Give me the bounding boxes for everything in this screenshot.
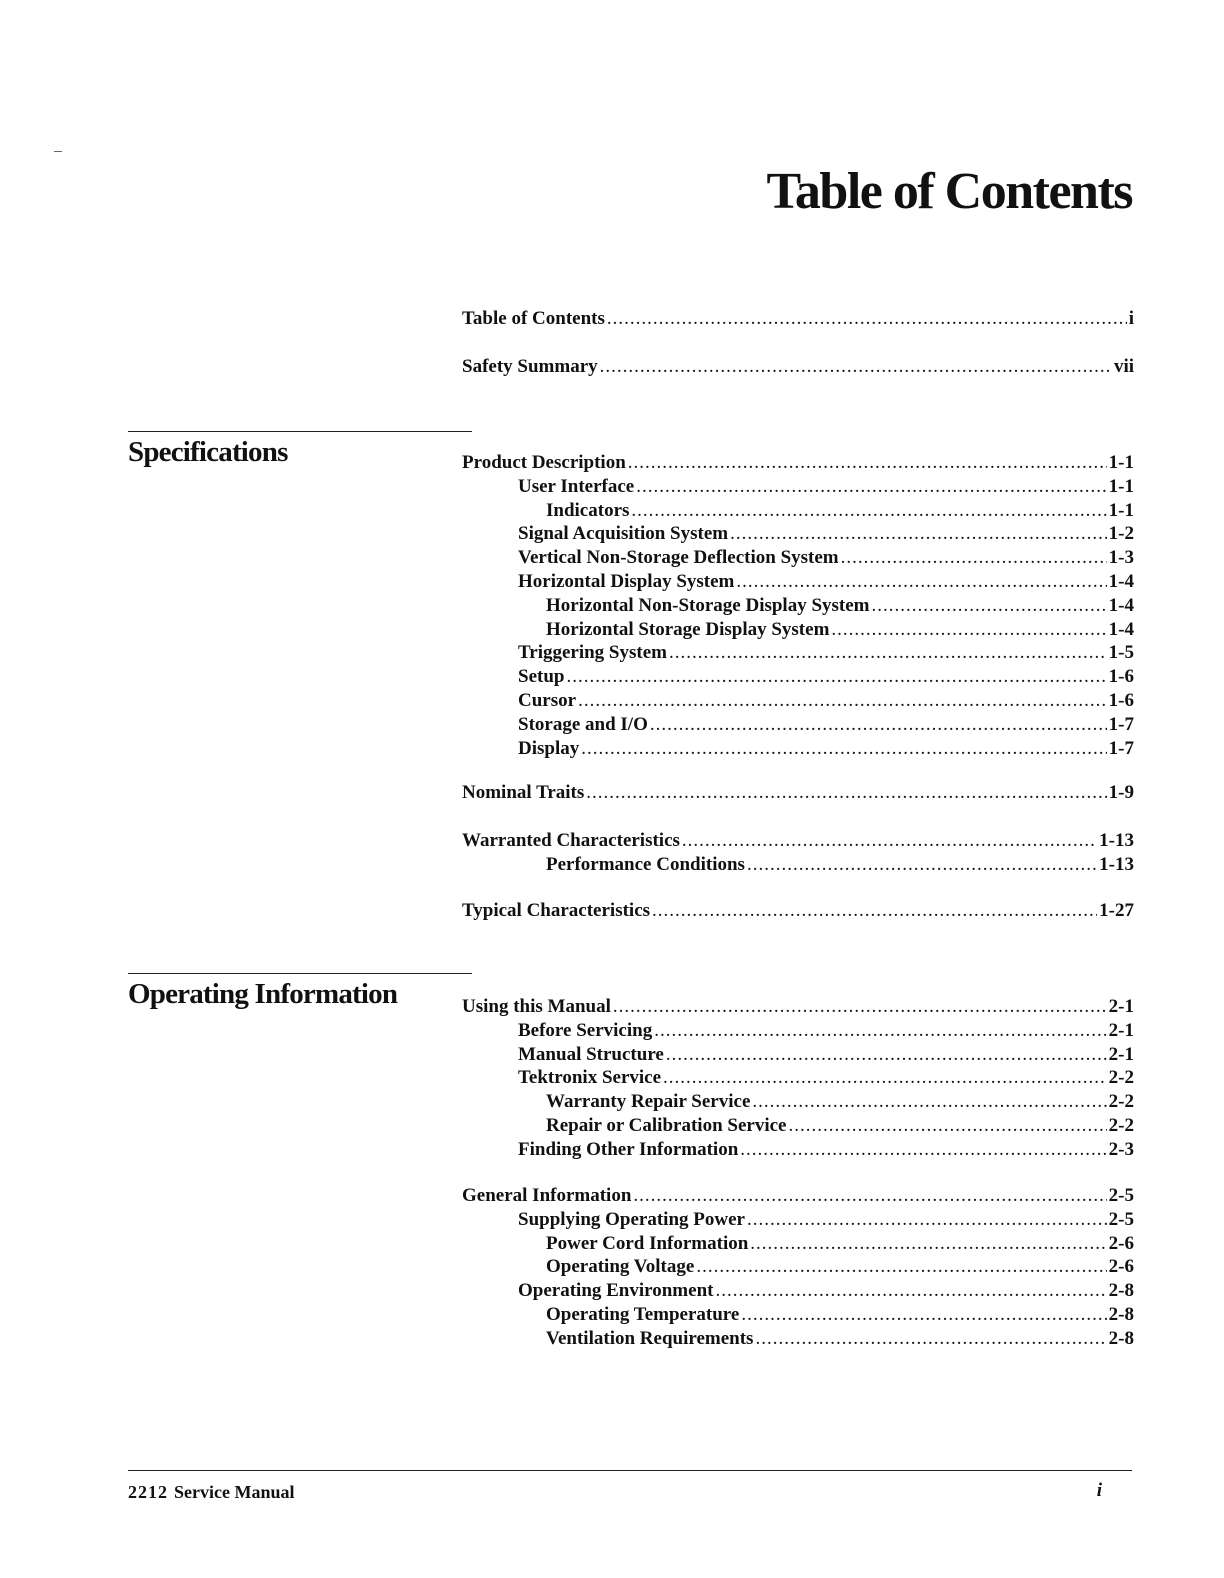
toc-entry[interactable] — [462, 1044, 1134, 1068]
toc-entry[interactable] — [462, 1304, 1134, 1328]
dot-leader — [586, 782, 1106, 804]
dot-leader — [752, 1091, 1106, 1113]
dot-leader — [747, 854, 1097, 876]
toc-entry-title: Cursor — [518, 689, 577, 711]
toc-entry[interactable] — [462, 1185, 1134, 1209]
toc-entry-title: Table of Contents — [462, 308, 605, 329]
dot-leader — [652, 900, 1097, 922]
toc-entry-page: 1-4 — [1108, 594, 1134, 616]
toc-entry[interactable] — [462, 619, 1134, 643]
toc-entry-title: Setup — [518, 666, 565, 688]
toc-entry[interactable] — [462, 1280, 1134, 1304]
toc-entry[interactable] — [462, 900, 1134, 924]
toc-entry-page: 2-1 — [1108, 1043, 1134, 1065]
dot-leader — [740, 1139, 1106, 1161]
dot-leader — [747, 1209, 1107, 1231]
toc-entry-page: 2-1 — [1108, 1019, 1134, 1041]
dot-leader — [607, 308, 1127, 330]
toc-entry-page: 1-1 — [1108, 475, 1134, 497]
toc-entry-title: General Information — [462, 1185, 632, 1206]
section-heading-operating-information — [128, 973, 472, 1011]
toc-entry-title: Operating Voltage — [546, 1256, 695, 1278]
front-matter-list — [462, 308, 1134, 332]
toc-entry[interactable] — [462, 1233, 1134, 1257]
dot-leader — [730, 523, 1107, 545]
toc-group — [462, 996, 1134, 1163]
section-heading-specifications — [128, 431, 472, 469]
dot-leader — [755, 1328, 1106, 1350]
dot-leader — [631, 500, 1106, 522]
toc-entry-page: 2-5 — [1108, 1185, 1134, 1206]
section-heading-text: Specifications — [128, 436, 288, 468]
dot-leader — [636, 476, 1106, 498]
dot-leader — [628, 452, 1107, 474]
toc-entry[interactable] — [462, 690, 1134, 714]
toc-entry-page: 1-13 — [1099, 853, 1134, 875]
toc-entry-title: Tektronix Service — [518, 1067, 662, 1089]
toc-entry[interactable] — [462, 1020, 1134, 1044]
toc-entry-title: Power Cord Information — [546, 1232, 749, 1254]
toc-entry-page: 1-2 — [1108, 523, 1134, 545]
toc-entry-title: Performance Conditions — [546, 853, 745, 875]
toc-entry[interactable] — [462, 595, 1134, 619]
toc-entry[interactable] — [462, 1067, 1134, 1091]
toc-entry-title: Safety Summary — [462, 356, 598, 377]
toc-entry-page: 2-6 — [1108, 1232, 1134, 1254]
toc-entry[interactable] — [462, 1256, 1134, 1280]
toc-entry[interactable] — [462, 1115, 1134, 1139]
toc-entry-page: 2-8 — [1108, 1280, 1134, 1302]
toc-entry-title: Using this Manual — [462, 996, 611, 1017]
toc-entry-page: 1-4 — [1108, 570, 1134, 592]
toc-entry[interactable] — [462, 571, 1134, 595]
dot-leader — [741, 1304, 1106, 1326]
toc-entry-page: 1-6 — [1108, 666, 1134, 688]
toc-entry-page: 1-5 — [1108, 642, 1134, 664]
toc-entry[interactable] — [462, 782, 1134, 806]
dot-leader — [566, 666, 1106, 688]
toc-entry-title: Indicators — [546, 499, 630, 521]
toc-entry[interactable] — [462, 356, 1134, 380]
toc-entry-page: 2-2 — [1108, 1091, 1134, 1113]
dot-leader — [663, 1067, 1107, 1089]
dot-leader — [750, 1233, 1106, 1255]
toc-entry-page: 1-27 — [1099, 900, 1134, 921]
toc-group — [462, 1185, 1134, 1352]
dot-leader — [669, 642, 1107, 664]
toc-entry[interactable] — [462, 830, 1134, 854]
footer-manual: Service Manual — [174, 1482, 295, 1502]
dot-leader — [682, 830, 1097, 852]
toc-entry-title: Signal Acquisition System — [518, 523, 729, 545]
dot-leader — [872, 595, 1107, 617]
dot-leader — [600, 356, 1112, 378]
toc-entry[interactable] — [462, 1139, 1134, 1163]
toc-entry-page: 1-13 — [1099, 830, 1134, 851]
toc-entry-page: 1-7 — [1108, 713, 1134, 735]
toc-group — [462, 782, 1134, 806]
dot-leader — [650, 714, 1107, 736]
toc-entry-page: 1-4 — [1108, 618, 1134, 640]
toc-entry[interactable] — [462, 1091, 1134, 1115]
toc-entry-title: Nominal Traits — [462, 782, 585, 803]
toc-entry-page: 2-5 — [1108, 1208, 1134, 1230]
toc-group — [462, 900, 1134, 924]
toc-entry-page: 2-2 — [1108, 1067, 1134, 1089]
toc-entry-title: Storage and I/O — [518, 713, 648, 735]
toc-entry-title: Finding Other Information — [518, 1138, 739, 1160]
dot-leader — [581, 738, 1106, 760]
dot-leader — [578, 690, 1107, 712]
toc-entry-page: 2-1 — [1108, 996, 1134, 1017]
toc-entry-page: 1-3 — [1108, 547, 1134, 569]
toc-entry-title: Typical Characteristics — [462, 900, 651, 921]
toc-entry[interactable] — [462, 308, 1134, 332]
toc-group — [462, 452, 1134, 761]
toc-entry[interactable] — [462, 476, 1134, 500]
scan-mark — [54, 151, 62, 152]
footer-manual-title — [128, 1482, 294, 1503]
toc-entry[interactable] — [462, 500, 1134, 524]
toc-entry-page: 2-8 — [1108, 1303, 1134, 1325]
toc-entry[interactable] — [462, 452, 1134, 476]
section-heading-text: Operating Information — [128, 978, 398, 1010]
toc-entry-page: 1-9 — [1108, 782, 1134, 803]
toc-entry-title: Product Description — [462, 452, 626, 473]
dot-leader — [613, 996, 1107, 1018]
toc-entry-title: Before Servicing — [518, 1019, 653, 1041]
toc-entry-title: Warranted Characteristics — [462, 830, 680, 851]
dot-leader — [831, 619, 1106, 641]
toc-entry-title: Horizontal Storage Display System — [546, 618, 830, 640]
toc-entry-title: Warranty Repair Service — [546, 1091, 751, 1113]
dot-leader — [736, 571, 1106, 593]
dot-leader — [654, 1020, 1106, 1042]
toc-entry-title: Operating Environment — [518, 1280, 714, 1302]
toc-entry-page: 1-1 — [1108, 452, 1134, 473]
toc-entry-page: 2-8 — [1108, 1327, 1134, 1349]
toc-entry[interactable] — [462, 996, 1134, 1020]
toc-entry-page: i — [1128, 308, 1134, 329]
toc-entry-page: 1-1 — [1108, 499, 1134, 521]
toc-entry[interactable] — [462, 854, 1134, 878]
toc-entry-page: vii — [1113, 356, 1134, 377]
footer-model: 2212 — [128, 1482, 168, 1502]
toc-entry[interactable] — [462, 714, 1134, 738]
toc-entry-page: 1-7 — [1108, 737, 1134, 759]
toc-entry-title: Horizontal Display System — [518, 570, 735, 592]
toc-entry-title: Supplying Operating Power — [518, 1208, 745, 1230]
toc-entry-title: Triggering System — [518, 642, 667, 664]
toc-entry-title: Display — [518, 737, 580, 759]
toc-entry-title: Operating Temperature — [546, 1303, 740, 1325]
toc-entry-title: Repair or Calibration Service — [546, 1114, 787, 1136]
dot-leader — [696, 1256, 1106, 1278]
dot-leader — [788, 1115, 1106, 1137]
toc-group — [462, 830, 1134, 878]
toc-entry-page: 1-6 — [1108, 689, 1134, 711]
toc-entry[interactable] — [462, 547, 1134, 571]
toc-entry-page: 2-6 — [1108, 1256, 1134, 1278]
toc-entry-title: Vertical Non-Storage Deflection System — [518, 547, 839, 569]
toc-entry[interactable] — [462, 666, 1134, 690]
footer-page-number: i — [1096, 1480, 1102, 1501]
page-title: Table of Contents — [766, 163, 1132, 220]
toc-entry[interactable] — [462, 738, 1134, 762]
toc-entry-page: 2-3 — [1108, 1138, 1134, 1160]
toc-entry[interactable] — [462, 523, 1134, 547]
toc-entry-title: Horizontal Non-Storage Display System — [546, 594, 870, 616]
dot-leader — [633, 1185, 1106, 1207]
toc-entry[interactable] — [462, 1328, 1134, 1352]
dot-leader — [841, 547, 1107, 569]
dot-leader — [715, 1280, 1106, 1302]
footer-rule — [128, 1470, 1132, 1471]
toc-entry[interactable] — [462, 642, 1134, 666]
toc-entry-title: Ventilation Requirements — [546, 1327, 754, 1349]
front-matter-list-2 — [462, 356, 1134, 380]
dot-leader — [666, 1044, 1107, 1066]
toc-entry-title: Manual Structure — [518, 1043, 664, 1065]
toc-entry-page: 2-2 — [1108, 1114, 1134, 1136]
toc-entry-title: User Interface — [518, 475, 635, 497]
toc-entry[interactable] — [462, 1209, 1134, 1233]
